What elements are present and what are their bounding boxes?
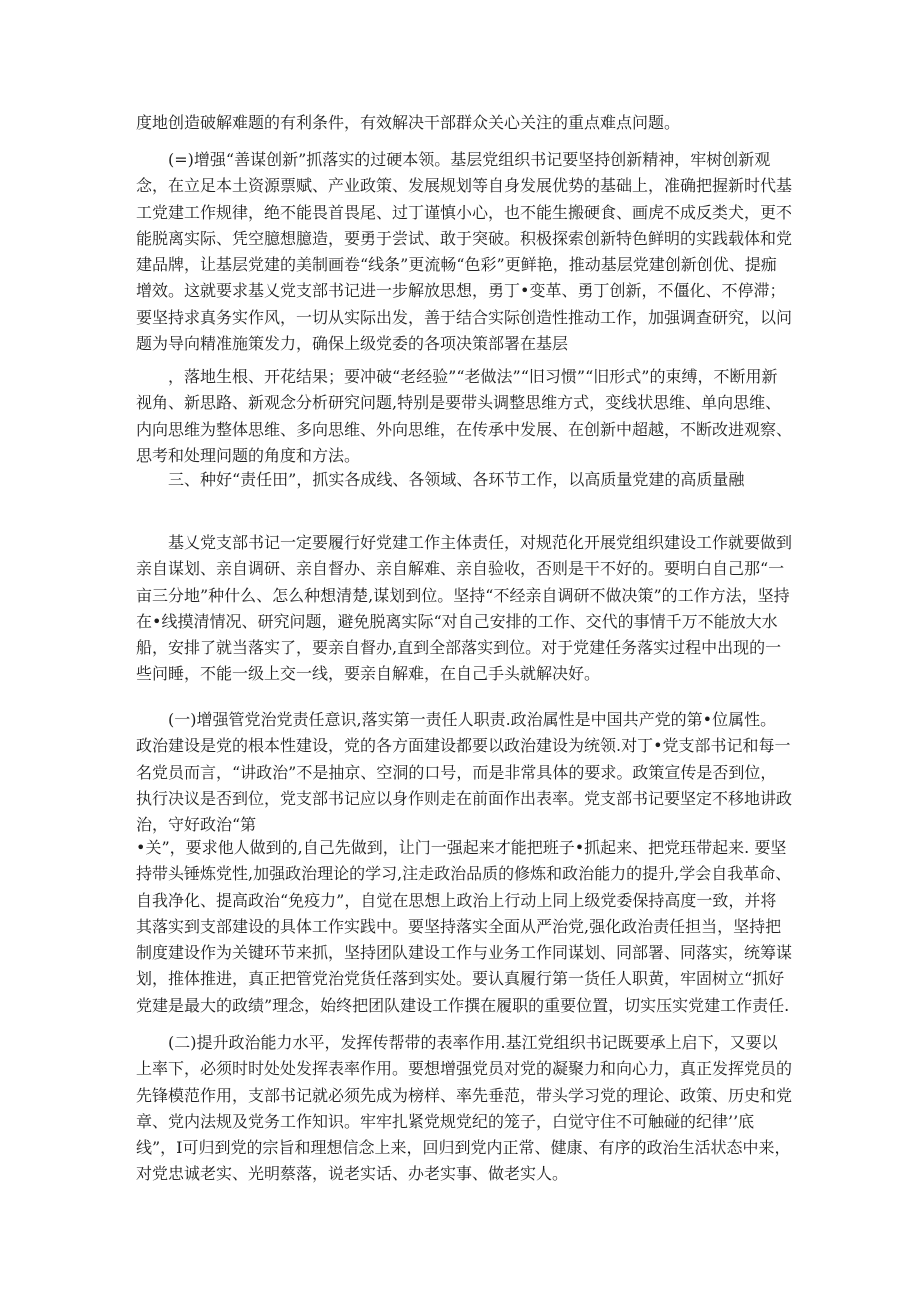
paragraph-innovation-continued: ，落地生根、开花结果；要冲破“老经验”“老做法”“旧习惯”“旧形式”的束缚，不断用新视角、新思路、新观念分析研究问题,特别是要带头调整思维方式，变线状思维、单向思维、内向思维为整体思维、多向思维、外向思维，在传承中发展、在创新中超越，不断改进观察、思考和处理问题的角度和方法。 xyxy=(136,367,793,465)
paragraph-political-ability: (二)提升政治能力水平，发挥传帮带的表率作用.基江党组织书记既要承上启下，又要以上率下，必须时时处处发挥表率作用。要想增强党员对党的凝聚力和向心力，真正发挥党员的先锋模范作用，支部书记就必须先成为榜样、率先垂范，带头学习党的理论、政策、历史和党章、党内法规及党务工作知识。牢牢扎紧党规党纪的笼子，白觉守住不可触碰的纪律’’底线”，I可归到党的宗旨和理想信念上来，回归到党内正常、健康、有序的政治生活状态中来，对党忠诚老实、光明蔡落，说老实话、办老实事、做老实人。 xyxy=(136,1033,793,1184)
paragraph-political-responsibility: (一)增强管党治党责任意识,落实第一责任人职责.政治属性是中国共产党的第•位属性。政治建设是党的根本性建设，党的各方面建设都要以政治建设为统领.对丁•党支部书记和每一名党员而言，“讲政治”不是抽京、空洞的口号，而是非常具体的要求。政策宣传是否到位，执行决议是否到位，党支部书记应以身作则走在前面作出表率。党支部书记要坚定不移地讲政治，守好政治“第 xyxy=(136,710,793,835)
paragraph-innovation: (=)增强“善谋创新”抓落实的过硬本领。基层党组织书记要坚持创新精神，牢树创新观念，在立足本土资源票赋、产业政策、发展规划等自身发展优势的基础上，准确把握新时代基工党建工作规律，绝不能畏首畏尾、过丁谨慎小心，也不能生搬硬食、画虎不成反类犬，更不能脱离实际、凭空臆想臆造，要勇于尝试、敢于突破。积极探索创新特色鲜明的实践载体和党建品牌，让基层党建的美制画卷“线条”更流畅“色彩”更鲜艳，推动基层党建创新创优、提痂增效。这就要求基乂党支部书记进一步解放思想，勇丁•变革、勇丁创新，不僵化、不停滞；要坚持求真务实作风，一切从实际出发，善于结合实际创造性推动工作，加强调查研究，以问题为导向精准施策发力，确保上级党委的各项决策部署在基层 xyxy=(136,150,793,354)
paragraph-continuation: 度地创造破解难题的有利条件，有效解决干部群众关心关注的重点难点问题。 xyxy=(136,113,681,132)
section-heading-three: 三、种好“责任田”，抓实各成线、各领域、各环节工作，以高质量党建的高质量融 xyxy=(168,470,745,489)
paragraph-responsibility: 基乂党支部书记一定要履行好党建工作主体责任，对规范化开展党组织建设工作就要做到亲自谋划、亲自调研、亲自督办、亲自解难、亲自验收，否则是干不好的。要明白自己那“一亩三分地”种什么、怎么种想清楚,谋划到位。坚持“不经亲自调研不做决策”的工作方法，坚持在•线摸清情况、研究问题，避免脱离实际“对自己安排的工作、交代的事情千万不能放大水船，安排了就当落实了，要亲自督办,直到全部落实到位。对于党建任务落实过程中出现的一些问睡，不能一级上交一线，要亲自解难，在自己手头就解决好。 xyxy=(136,533,793,684)
paragraph-political-responsibility-continued: •关”，要求他人做到的,自己先做到，让门一强起来才能把班子•抓起来、把党珏带起来. 要坚持带头锤炼党性,加强政治理论的学习,注走政治品质的修炼和政治能力的提升,学会自我革命、自我净化、提高政治“免疫力”，自觉在思想上政治上行动上同上级党委保持高度一致，并将其落实到支部建设的具体工作实践中。要坚持落实全面从严治党,强化政治责任担当，坚持把制度建设作为关键环节来抓，坚持团队建设工作与业务工作同谋划、同部署、同落实，统筹谋划，推体推进，真正把管党治党货任落到实处。要认真履行第一货任人职黄，牢固树立“抓好党建是最大的政绩”理念，始终把团队建设工作撰在履职的重要位置，切实压实党建工作责任. xyxy=(136,838,793,1015)
